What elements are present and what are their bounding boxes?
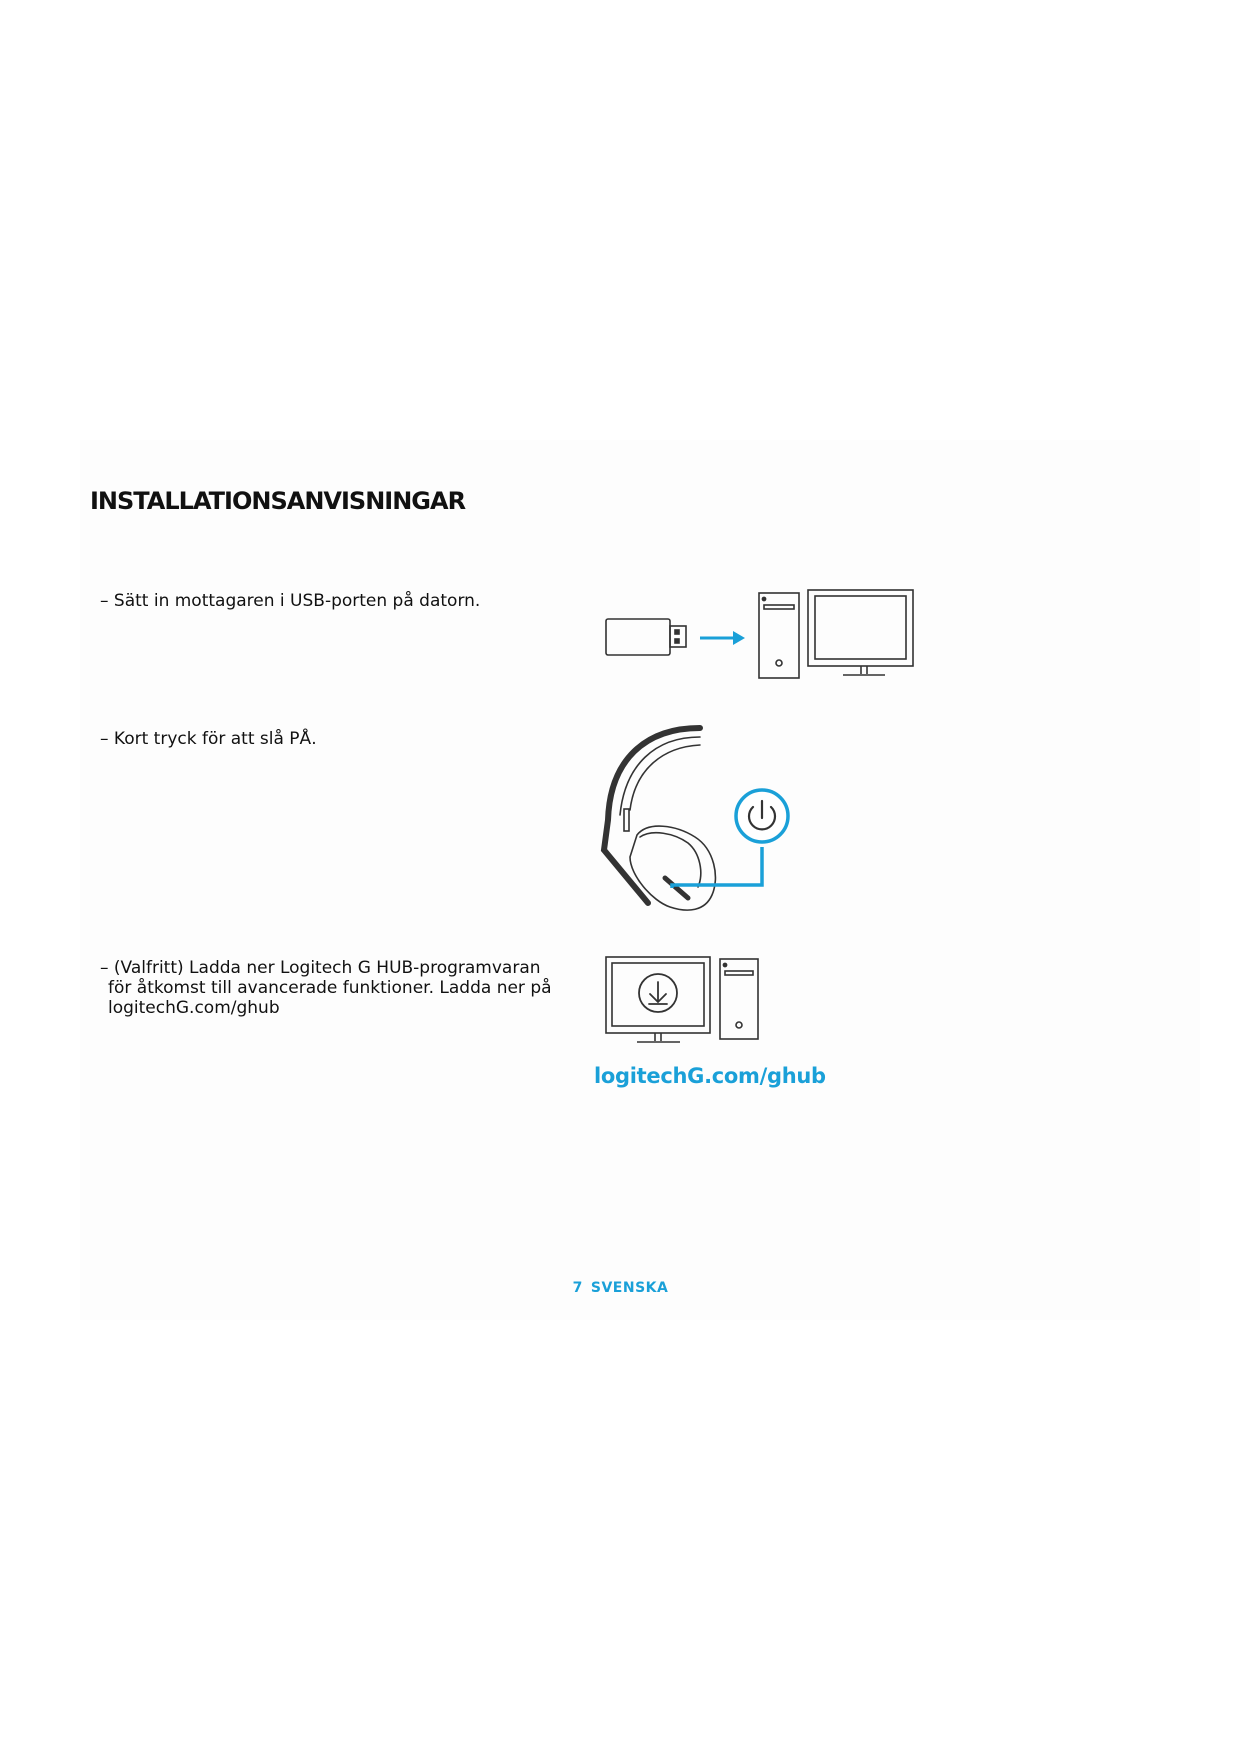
figure-headset-power [590, 725, 805, 925]
step-1-line-1: – Sätt in mottagaren i USB-porten på datorn. [100, 591, 481, 611]
step-3-line-3: logitechG.com/ghub [108, 998, 280, 1018]
step-3-text [100, 958, 552, 1018]
usb-receiver-icon [606, 619, 686, 655]
figure-download-pc [600, 955, 770, 1055]
power-icon [736, 790, 788, 842]
step-3-line-2: för åtkomst till avancerade funktioner. Ladda ner på [108, 978, 552, 998]
step-3-line-1: – (Valfritt) Ladda ner Logitech G HUB-programvaran [100, 958, 541, 978]
step-2-line-1: – Kort tryck för att slå PÅ. [100, 729, 317, 749]
page-footer [0, 1280, 1241, 1296]
headset-icon [604, 728, 715, 910]
step-2-text [100, 729, 540, 749]
step-1-text [100, 591, 540, 611]
figure-usb-to-pc [600, 585, 930, 685]
pc-tower-icon [720, 959, 758, 1039]
ghub-url[interactable]: logitechG.com/ghub [594, 1064, 826, 1088]
page-title: INSTALLATIONSANVISNINGAR [90, 487, 466, 515]
arrow-right-icon [700, 631, 745, 645]
download-icon [639, 974, 677, 1012]
footer-language: SVENSKA [590, 1280, 669, 1296]
monitor-icon [808, 590, 913, 675]
page-number: 7 [572, 1280, 583, 1296]
pc-tower-icon [759, 593, 799, 678]
